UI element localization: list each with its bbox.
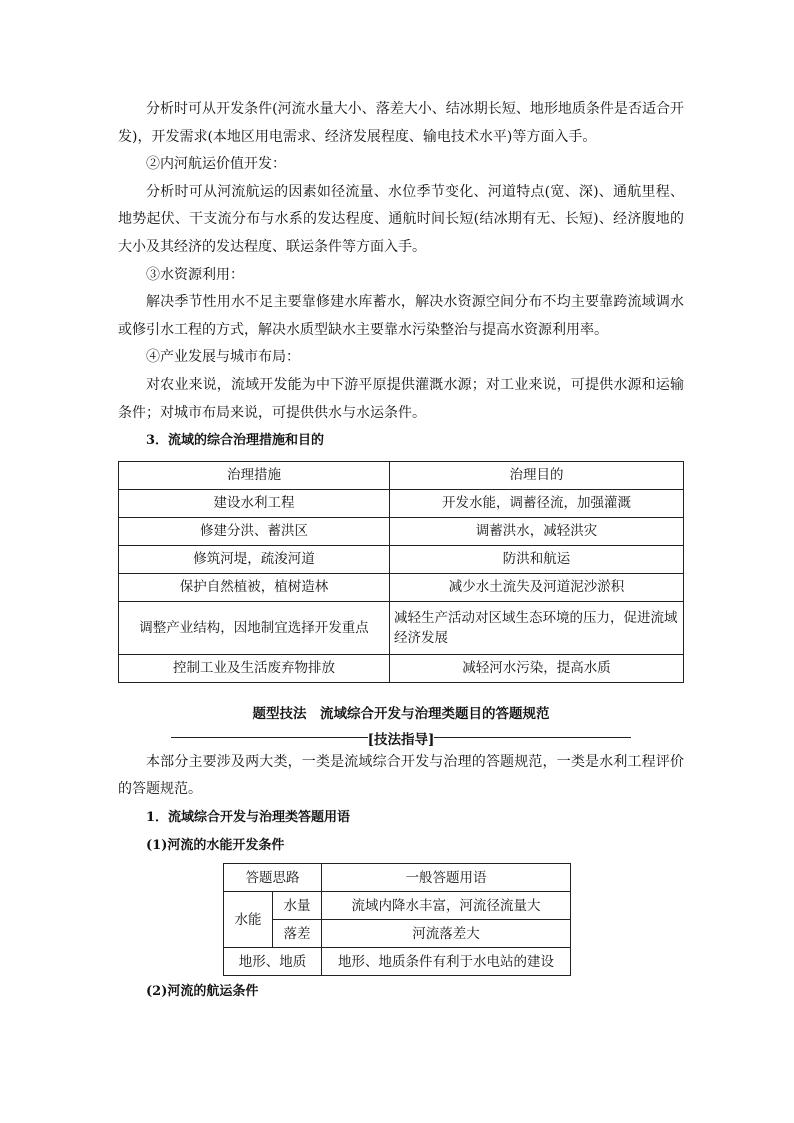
cell-water-volume-text: 流域内降水丰富，河流径流量大: [322, 892, 571, 920]
technique-guide-label: [技法指导]: [367, 731, 435, 748]
cell-purpose: 减轻河水污染，提高水质: [390, 654, 684, 682]
paragraph-industry-city-layout: 对农业来说，流域开发能为中下游平原提供灌溉水源；对工业来说，可提供水源和运输条件；对城市布局来说，可提供供水与水运条件。: [118, 376, 684, 421]
table-row: [119, 517, 684, 545]
header-general-terms: 一般答题用语: [322, 864, 571, 892]
cell-measure: 建设水利工程: [119, 489, 390, 517]
header-answer-approach: 答题思路: [224, 864, 322, 892]
document-page: [118, 96, 684, 1006]
cell-measure: 修建分洪、蓄洪区: [119, 517, 390, 545]
divider-line-left: [171, 737, 368, 738]
divider-line-right: [434, 737, 631, 738]
cell-terrain-label: 地形、地质: [224, 948, 322, 976]
cell-measure: 控制工业及生活废弃物排放: [119, 654, 390, 682]
cell-measure: 调整产业结构，因地制宜选择开发重点: [119, 601, 390, 654]
cell-drop-text: 河流落差大: [322, 920, 571, 948]
paragraph-hydropower-conditions: 分析时可从开发条件(河流水量大小、落差大小、结冰期长短、地形地质条件是否适合开发)，开发需求(本地区用电需求、经济发展程度、输电技术水平)等方面入手。: [118, 101, 684, 145]
table-row: [119, 601, 684, 654]
table-row: [224, 920, 571, 948]
heading-water-resource-use: ③水资源利用：: [146, 266, 244, 283]
subitem-hydropower-conditions: (1)河流的水能开发条件: [146, 837, 285, 853]
cell-hydro-group: 水能: [224, 892, 273, 948]
table-row: [119, 545, 684, 573]
governance-table: [118, 461, 684, 683]
subitem-navigation-conditions: (2)河流的航运条件: [146, 984, 259, 1000]
table-header-row: [119, 461, 684, 489]
header-purposes: 治理目的: [390, 461, 684, 489]
technique-intro: 本部分主要涉及两大类，一类是流域综合开发与治理的答题规范，一类是水利工程评价的答题规范。: [118, 753, 684, 798]
cell-terrain-text: 地形、地质条件有利于水电站的建设: [322, 948, 571, 976]
cell-purpose: 调蓄洪水，减轻洪灾: [390, 517, 684, 545]
cell-purpose: 减少水土流失及河道泥沙淤积: [390, 573, 684, 601]
cell-purpose: 开发水能，调蓄径流，加强灌溉: [390, 489, 684, 517]
header-measures: 治理措施: [119, 461, 390, 489]
cell-purpose: 减轻生产活动对区域生态环境的压力，促进流域经济发展: [390, 601, 684, 654]
cell-drop-label: 落差: [273, 920, 322, 948]
table-row: [224, 892, 571, 920]
section-title-governance: 3．流域的综合治理措施和目的: [146, 433, 325, 449]
paragraph-water-resource-use: 解决季节性用水不足主要靠修建水库蓄水，解决水资源空间分布不均主要靠跨流域调水或修引水工程的方式，解决水质型缺水主要靠水污染整治与提高水资源利用率。: [118, 294, 684, 338]
hydropower-table: [223, 863, 571, 976]
table-row: [119, 654, 684, 682]
cell-measure: 保护自然植被，植树造林: [119, 573, 390, 601]
technique-guide-divider: [118, 727, 684, 749]
technique-title: 题型技法 流域综合开发与治理类题目的答题规范: [252, 705, 550, 722]
cell-water-volume-label: 水量: [273, 892, 322, 920]
item-answer-terms: 1．流域综合开发与治理类答题用语: [146, 809, 351, 825]
table-row: [119, 573, 684, 601]
table-row: [224, 948, 571, 976]
cell-purpose: 防洪和航运: [390, 545, 684, 573]
table-row: [119, 489, 684, 517]
heading-inland-navigation: ②内河航运价值开发：: [146, 156, 286, 173]
cell-measure: 修筑河堤，疏浚河道: [119, 545, 390, 573]
table-header-row: [224, 864, 571, 892]
paragraph-inland-navigation: 分析时可从河流航运的因素如径流量、水位季节变化、河道特点(宽、深)、通航里程、地势起伏、干支流分布与水系的发达程度、通航时间长短(结冰期有无、长短)、经济腹地的大小及其经济的发达程度、联运条件等方面入手。: [118, 183, 684, 255]
heading-industry-city-layout: ④产业发展与城市布局：: [146, 349, 300, 366]
